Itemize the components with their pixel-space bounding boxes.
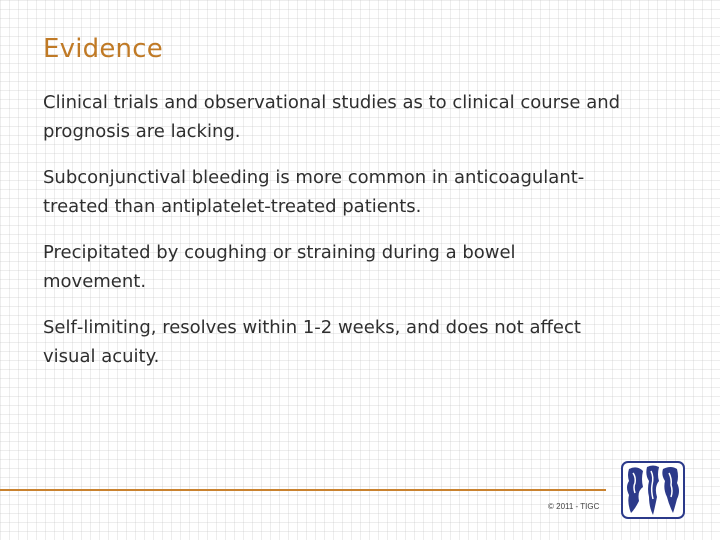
slide-title: Evidence	[43, 34, 163, 64]
organization-logo-icon	[621, 461, 685, 519]
copyright-text: © 2011 - TIGC	[548, 502, 600, 511]
bullet-item: Self‑limiting, resolves within 1-2 weeks, and does not affect visual acuity.	[43, 317, 581, 367]
footer-divider	[0, 489, 606, 491]
bullet-item: Subconjunctival bleeding is more common in anticoagulant-treated than antiplatelet-treated patients.	[43, 167, 585, 217]
bullet-list	[43, 88, 623, 388]
bullet-item: Precipitated by coughing or straining during a bowel movement.	[43, 242, 516, 292]
bullet-item: Clinical trials and observational studies as to clinical course and prognosis are lacking.	[43, 92, 621, 142]
